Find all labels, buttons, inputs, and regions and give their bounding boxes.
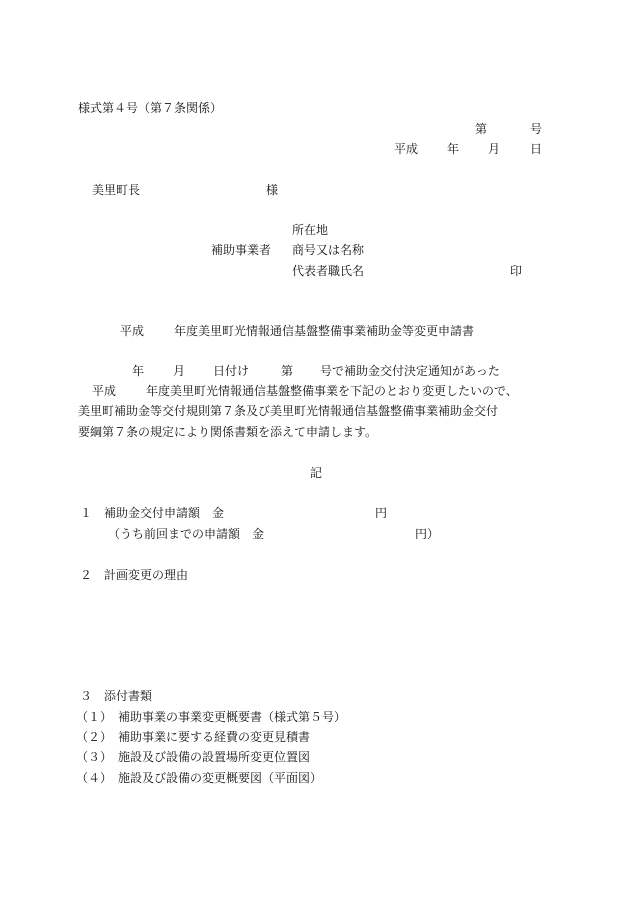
body-line2-text: 年度美里町光情報通信基盤整備事業を下記のとおり変更したいので、 bbox=[146, 384, 518, 398]
form-number: 様式第４号（第７条関係） bbox=[78, 101, 223, 115]
addressee-honorific: 様 bbox=[266, 183, 279, 197]
doc-number-dai: 第 bbox=[475, 122, 488, 136]
body-line1-text: 号で補助金交付決定通知があった bbox=[320, 364, 500, 378]
body-dai: 第 bbox=[281, 364, 294, 378]
date-month: 月 bbox=[488, 142, 501, 156]
item2-text: ２ 計画変更の理由 bbox=[80, 568, 189, 582]
attachment-item: （３） 施設及び設備の設置場所変更位置図 bbox=[76, 750, 311, 764]
ki-heading: 記 bbox=[310, 466, 323, 480]
address-label: 所在地 bbox=[292, 223, 329, 237]
representative-label: 代表者職氏名 bbox=[292, 264, 365, 278]
addressee-name: 美里町長 bbox=[92, 183, 141, 197]
item1-sub-text: （うち前回までの申請額 金 bbox=[108, 527, 265, 541]
attachment-item: （４） 施設及び設備の変更概要図（平面図） bbox=[76, 771, 323, 785]
body-year: 年 bbox=[132, 364, 145, 378]
body-line3: 美里町補助金等交付規則第７条及び美里町光情報通信基盤整備事業補助金交付 bbox=[78, 404, 499, 418]
date-era: 平成 bbox=[394, 142, 419, 156]
item3-heading: ３ 添付書類 bbox=[80, 689, 153, 703]
date-year: 年 bbox=[447, 142, 460, 156]
item1-text: １ 補助金交付申請額 金 bbox=[80, 506, 225, 520]
title-era: 平成 bbox=[120, 324, 145, 338]
attachment-item: （２） 補助事業に要する経費の変更見積書 bbox=[76, 730, 311, 744]
seal-mark: 印 bbox=[510, 264, 523, 278]
item1-yen: 円 bbox=[375, 506, 388, 520]
company-name-label: 商号又は名称 bbox=[292, 243, 365, 257]
item1-sub-yen: 円） bbox=[415, 527, 440, 541]
document-title: 年度美里町光情報通信基盤整備事業補助金等変更申請書 bbox=[174, 324, 475, 338]
body-line2-era: 平成 bbox=[92, 384, 117, 398]
attachment-item: （１） 補助事業の事業変更概要書（様式第５号） bbox=[76, 710, 347, 724]
body-line4: 要綱第７条の規定により関係書類を添えて申請します。 bbox=[78, 425, 378, 439]
applicant-role-label: 補助事業者 bbox=[211, 243, 272, 257]
doc-number-go: 号 bbox=[530, 122, 543, 136]
body-month: 月 bbox=[173, 364, 186, 378]
date-day: 日 bbox=[530, 142, 543, 156]
body-date-suffix: 日付け bbox=[213, 364, 250, 378]
